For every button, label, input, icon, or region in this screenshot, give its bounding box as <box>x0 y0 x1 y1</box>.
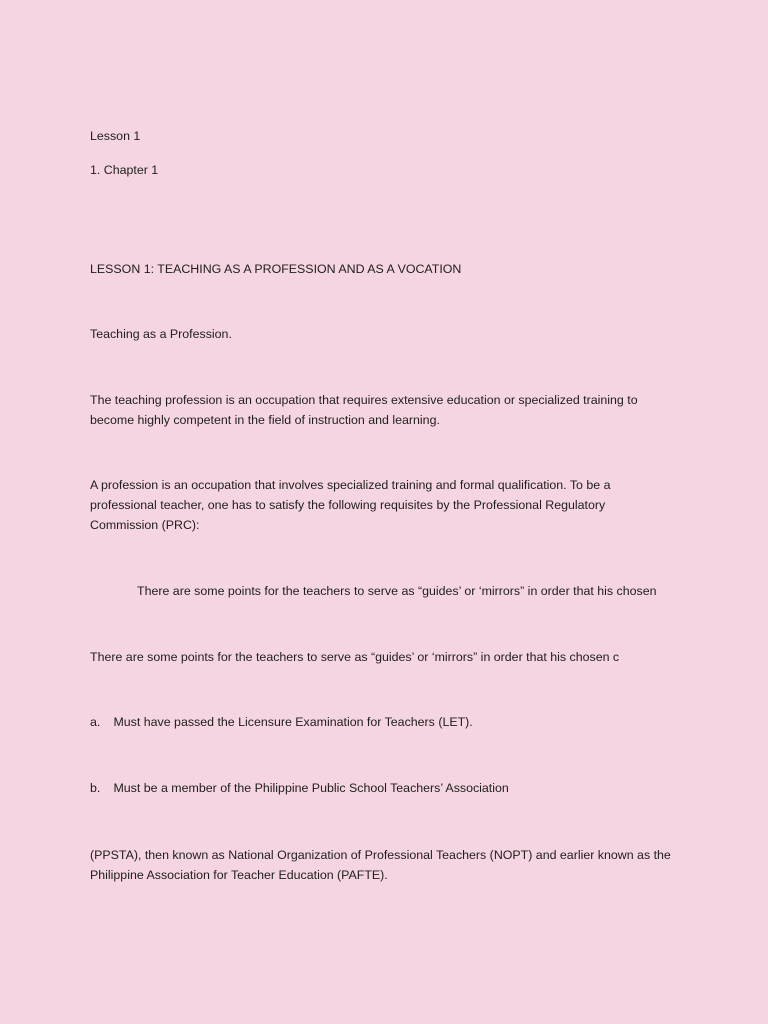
section-title: Teaching as a Profession. <box>90 327 232 341</box>
paragraph-line: professional teacher, one has to satisfy the following requisites by the Professional Regulatory <box>90 498 606 512</box>
paragraph-teaching-profession <box>90 390 670 430</box>
paragraph-line: become highly competent in the field of instruction and learning. <box>90 413 440 427</box>
paragraph-line: Philippine Association for Teacher Education (PAFTE). <box>90 868 388 882</box>
paragraph-ppsta <box>90 845 670 885</box>
list-marker: a. <box>90 715 101 729</box>
paragraph-profession-definition <box>90 475 670 535</box>
list-item-text: Must be a member of the Philippine Public School Teachers’ Association <box>113 781 509 795</box>
indented-line: There are some points for the teachers to serve as “guides’ or ‘mirrors” in order that his chosen <box>137 584 657 598</box>
lesson-heading: LESSON 1: TEACHING AS A PROFESSION AND AS A VOCATION <box>90 262 462 276</box>
paragraph-line: A profession is an occupation that involves specialized training and formal qualification. To be a <box>90 478 611 492</box>
paragraph-line: Commission (PRC): <box>90 518 200 532</box>
list-item-text: Must have passed the Licensure Examination for Teachers (LET). <box>113 715 473 729</box>
paragraph-line: (PPSTA), then known as National Organization of Professional Teachers (NOPT) and earlier known as the <box>90 848 671 862</box>
list-item-b <box>90 778 690 798</box>
repeated-line: There are some points for the teachers to serve as “guides’ or ‘mirrors” in order that his chosen c <box>90 650 620 664</box>
paragraph-line: The teaching profession is an occupation that requires extensive education or specialized training to <box>90 393 638 407</box>
list-marker: b. <box>90 781 101 795</box>
lesson-label: Lesson 1 <box>90 129 141 143</box>
list-item-a <box>90 712 690 732</box>
chapter-label: 1. Chapter 1 <box>90 163 159 177</box>
